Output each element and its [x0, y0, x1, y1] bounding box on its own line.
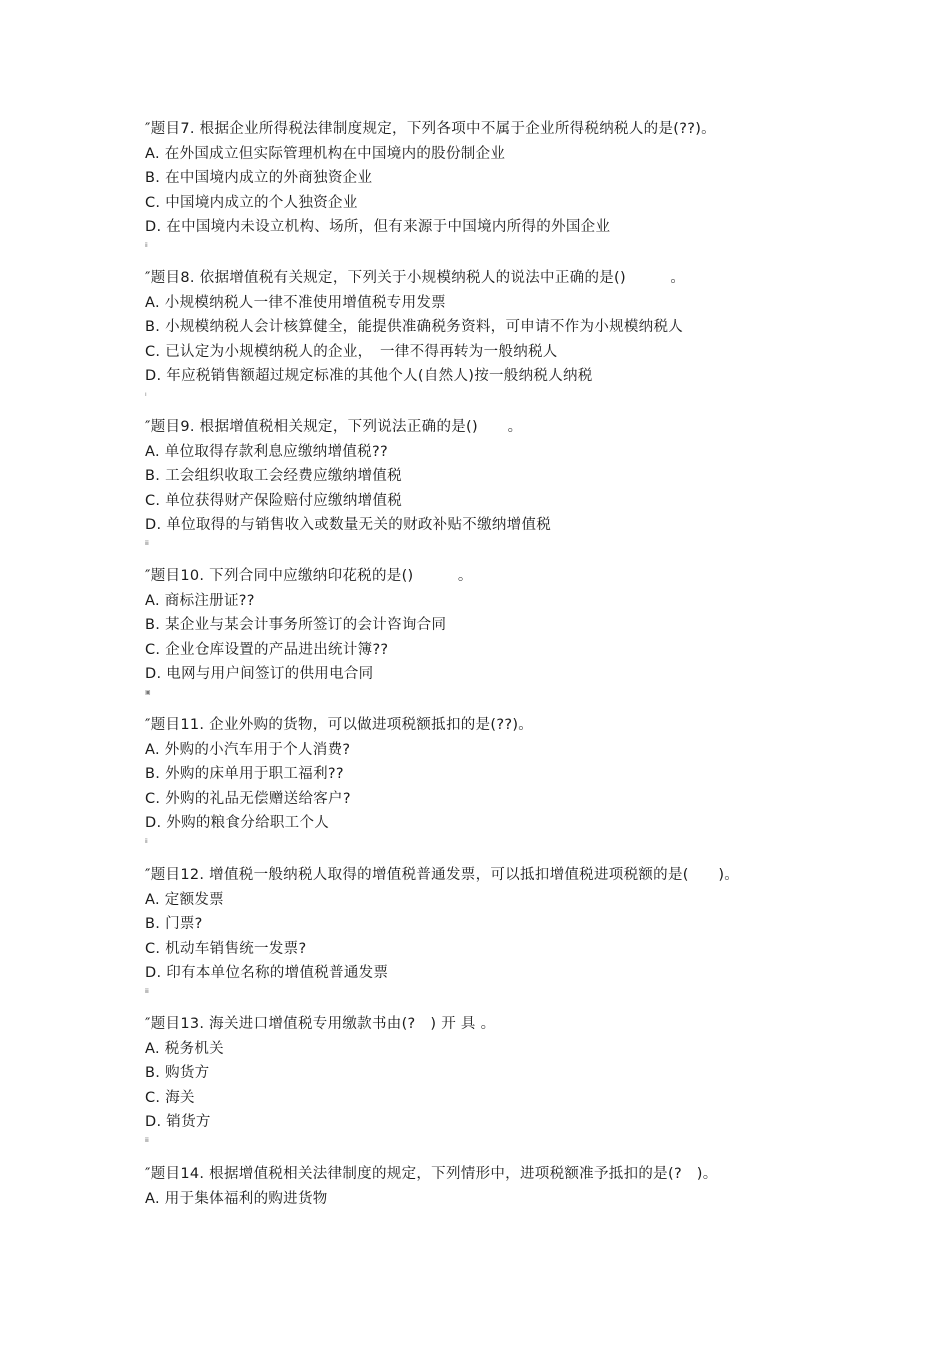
question-stem: ″题目7. 根据企业所得税法律制度规定，下列各项中不属于企业所得税纳税人的是(??)。 — [145, 121, 716, 137]
option-b: B. 门票? — [145, 916, 203, 933]
question-14 — [145, 1162, 825, 1211]
option-b: B. 工会组织收取工会经费应缴纳增值税 — [145, 468, 402, 485]
option-a: A. 在外国成立但实际管理机构在中国境内的股份制企业 — [145, 145, 506, 162]
question-8 — [145, 266, 825, 403]
question-10 — [145, 564, 825, 701]
option-d: D. 外购的粮食分给职工个人 — [145, 815, 330, 832]
option-a: A. 外购的小汽车用于个人消费? — [145, 741, 351, 758]
separator-mark: ı — [145, 390, 147, 398]
question-12 — [145, 863, 825, 1000]
option-c: C. 机动车销售统一发票? — [145, 940, 307, 957]
question-11 — [145, 713, 825, 850]
separator-mark: ⅲ — [145, 987, 149, 995]
option-d: D. 在中国境内未设立机构、场所，但有来源于中国境内所得的外国企业 — [145, 219, 611, 236]
question-stem: ″题目8. 依据增值税有关规定，下列关于小规模纳税人的说法中正确的是() 。 — [145, 270, 686, 286]
separator-mark: ⅲ — [145, 539, 149, 547]
question-stem: ″题目14. 根据增值税相关法律制度的规定，下列情形中，进项税额准予抵扣的是(? )。 — [145, 1166, 718, 1182]
option-c: C. 单位获得财产保险赔付应缴纳增值税 — [145, 492, 403, 509]
question-13 — [145, 1012, 825, 1149]
question-stem: ″题目11. 企业外购的货物，可以做进项税额抵扣的是(??)。 — [145, 717, 534, 733]
separator-mark: ⅲ — [145, 1136, 149, 1144]
option-a: A. 小规模纳税人一律不准使用增值税专用发票 — [145, 294, 446, 311]
option-d: D. 印有本单位名称的增值税普通发票 — [145, 965, 389, 982]
option-d: D. 单位取得的与销售收入或数量无关的财政补贴不缴纳增值税 — [145, 517, 552, 534]
option-c: C. 已认定为小规模纳税人的企业， 一律不得再转为一般纳税人 — [145, 343, 558, 360]
option-c: C. 中国境内成立的个人独资企业 — [145, 194, 358, 211]
option-a: A. 单位取得存款利息应缴纳增值税?? — [145, 443, 388, 460]
option-b: B. 某企业与某会计事务所签订的会计咨询合同 — [145, 617, 447, 634]
question-9 — [145, 415, 825, 552]
option-d: D. 年应税销售额超过规定标准的其他个人(自然人)按一般纳税人纳税 — [145, 368, 593, 385]
question-stem: ″题目12. 增值税一般纳税人取得的增值税普通发票，可以抵扣增值税进项税额的是( )。 — [145, 867, 740, 883]
option-a: A. 用于集体福利的购进货物 — [145, 1190, 328, 1207]
separator-mark: ⅱ — [145, 837, 148, 845]
separator-mark: ⅱ — [145, 241, 148, 249]
option-c: C. 外购的礼品无偿赠送给客户? — [145, 790, 351, 807]
option-a: A. 税务机关 — [145, 1040, 224, 1057]
question-stem: ″题目9. 根据增值税相关规定，下列说法正确的是() 。 — [145, 419, 523, 435]
option-d: D. 销货方 — [145, 1114, 211, 1131]
option-d: D. 电网与用户间签订的供用电合同 — [145, 666, 374, 683]
question-stem: ″题目10. 下列合同中应缴纳印花税的是() 。 — [145, 568, 473, 584]
option-a: A. 商标注册证?? — [145, 592, 255, 609]
option-a: A. 定额发票 — [145, 891, 224, 908]
separator-mark: ▣ — [145, 688, 151, 696]
option-b: B. 购货方 — [145, 1065, 210, 1082]
option-b: B. 在中国境内成立的外商独资企业 — [145, 170, 373, 187]
question-stem: ″题目13. 海关进口增值税专用缴款书由(? ) 开 具 。 — [145, 1016, 496, 1032]
question-7 — [145, 117, 825, 254]
option-c: C. 企业仓库设置的产品进出统计簿?? — [145, 641, 389, 658]
option-c: C. 海关 — [145, 1089, 195, 1106]
option-b: B. 外购的床单用于职工福利?? — [145, 766, 344, 783]
option-b: B. 小规模纳税人会计核算健全，能提供准确税务资料，可申请不作为小规模纳税人 — [145, 319, 684, 336]
